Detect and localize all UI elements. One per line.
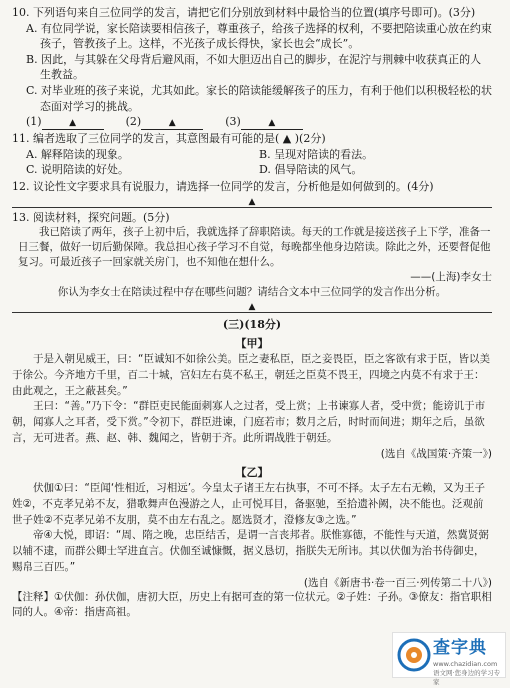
- part3-heading: (三)(18分): [222, 317, 282, 331]
- q12-stem: 12. 议论性文字要求具有说服力，请选择一位同学的发言，分析他是如何做到的。(4分): [12, 180, 434, 194]
- q11-option-d: D. 倡导陪读的风气。: [259, 163, 363, 177]
- q10-blank-2[interactable]: (2) ▲: [126, 114, 204, 130]
- q10-option-b: B. 因此，与其躲在父母背后避风雨，不如大胆迈出自己的脚步，在泥泞与荆棘中收获真正的人生教益。: [26, 52, 482, 82]
- jia-paragraph-1: 于是入朝见威王，曰：“臣诚知不如徐公美。臣之妻私臣，臣之妾畏臣，臣之客欲有求于臣，皆以美于徐公。今齐地方千里，百二十城，宫妇左右莫不私王，朝廷之臣莫不畏王，四境之内莫不有求于王：由此观之，王之蔽甚矣。”: [12, 353, 490, 397]
- yi-notes: 【注释】①伏伽：孙伏伽，唐初大臣，历史上有据可查的第一位状元。②子姓：子孙。③僚友：指官职相同的人。④帝：指唐高祖。: [12, 591, 492, 619]
- yi-paragraph-2: 帝④大悦，即诏：“周、隋之晚，忠臣结舌，是谓一言丧邦者。朕惟寡德，不能性与天道，然冀贤弼以辅不逮，而群公卿士罕进直言。伏伽至诚慷慨，据义恳切，指朕失无所讳。其以伏伽为治书侍御史，赐帛三百匹。”: [12, 529, 489, 573]
- q12-answer-line[interactable]: ▲: [12, 196, 492, 208]
- q10-option-c: C. 对毕业班的孩子来说，尤其如此。家长的陪读能缓解孩子的压力，有利于他们以积极轻松的状态面对学习的挑战。: [26, 84, 493, 113]
- jia-title: 【甲】: [235, 337, 269, 351]
- yi-title: 【乙】: [235, 466, 269, 480]
- part-3-classical: [12, 317, 492, 620]
- q13-signature: ——(上海)李女士: [410, 271, 492, 284]
- yi-source: (选自《新唐书·卷一百三·列传第二十八》): [303, 576, 492, 589]
- question-10: [12, 5, 492, 130]
- watermark-url: www.chazidian.com 语文网·您身边的学习专家: [433, 660, 501, 687]
- q13-passage: 我已陪读了两年，孩子上初中后，我就选择了辞职陪读。每天的工作就是接送孩子上下学，准备一日三餐，做好一切后勤保障。我总担心孩子学习不自觉，每晚都坐他身边陪读。除此之外，还要督促他复习。可最近孩子一回家就关房门，也不知他在想什么。: [18, 226, 491, 269]
- chazidian-watermark: [392, 632, 506, 687]
- jia-source: (选自《战国策·齐策一》): [380, 447, 492, 460]
- q13-stem: 13. 阅读材料，探究问题。(5分): [12, 210, 170, 224]
- question-13: [12, 210, 492, 313]
- q11-option-c: C. 说明陪读的好处。: [26, 163, 130, 177]
- q13-answer-line[interactable]: ▲: [12, 301, 492, 313]
- chazidian-logo-icon: [397, 638, 431, 672]
- q10-answer-blanks: [12, 114, 492, 130]
- q10-blank-1[interactable]: (1) ▲: [26, 114, 104, 130]
- q10-stem: 10. 下列语句来自三位同学的发言，请把它们分别放到材料中最恰当的位置(填序号即可)。(3分): [12, 6, 476, 19]
- question-12: [12, 179, 492, 208]
- q10-blank-3[interactable]: (3) ▲: [225, 114, 303, 130]
- watermark-name: 查字典: [433, 638, 487, 658]
- q13-question: 你认为李女士在陪读过程中存在哪些问题？请结合文本中三位同学的发言作出分析。: [57, 285, 447, 298]
- q11-options: [12, 147, 492, 178]
- question-11: [12, 131, 492, 178]
- q10-option-a: A. 有位同学说，家长陪读要相信孩子，尊重孩子，给孩子选择的权利，不要把陪读重心放在约束孩子，管教孩子上。这样，不光孩子成长得快，家长也会“成长”。: [26, 21, 492, 51]
- q11-stem: 11. 编者选取了三位同学的发言，其意图最有可能的是( ▲ )(2分): [12, 132, 326, 146]
- jia-paragraph-2: 王曰：“善。”乃下令：“群臣吏民能面刺寡人之过者，受上赏；上书谏寡人者，受中赏；能谤讥于市朝，闻寡人之耳者，受下赏。”令初下，群臣进谏，门庭若市；数月之后，时时而间进；期年之后，虽欲言，无可进者。燕、赵、韩、魏闻之，皆朝于齐。此所谓战胜于朝廷。: [12, 400, 486, 444]
- q11-option-a: A. 解释陪读的现象。: [26, 147, 129, 161]
- q11-option-b: B. 呈现对陪读的看法。: [259, 147, 374, 161]
- yi-paragraph-1: 伏伽①曰：“臣闻‘性相近，习相远’。今皇太子诸王左右执事，不可不择。太子左右无赖，又为王子姓②，不克孝兄弟不友，猎歌舞声色漫游之人，止可悦耳目，备驱驰，至拾遗补阙，决不能也。泛观前世子姓②不克孝兄弟不友朋，莫不由左右乱之。愿选贤才，澄修友③之选。”: [12, 482, 486, 526]
